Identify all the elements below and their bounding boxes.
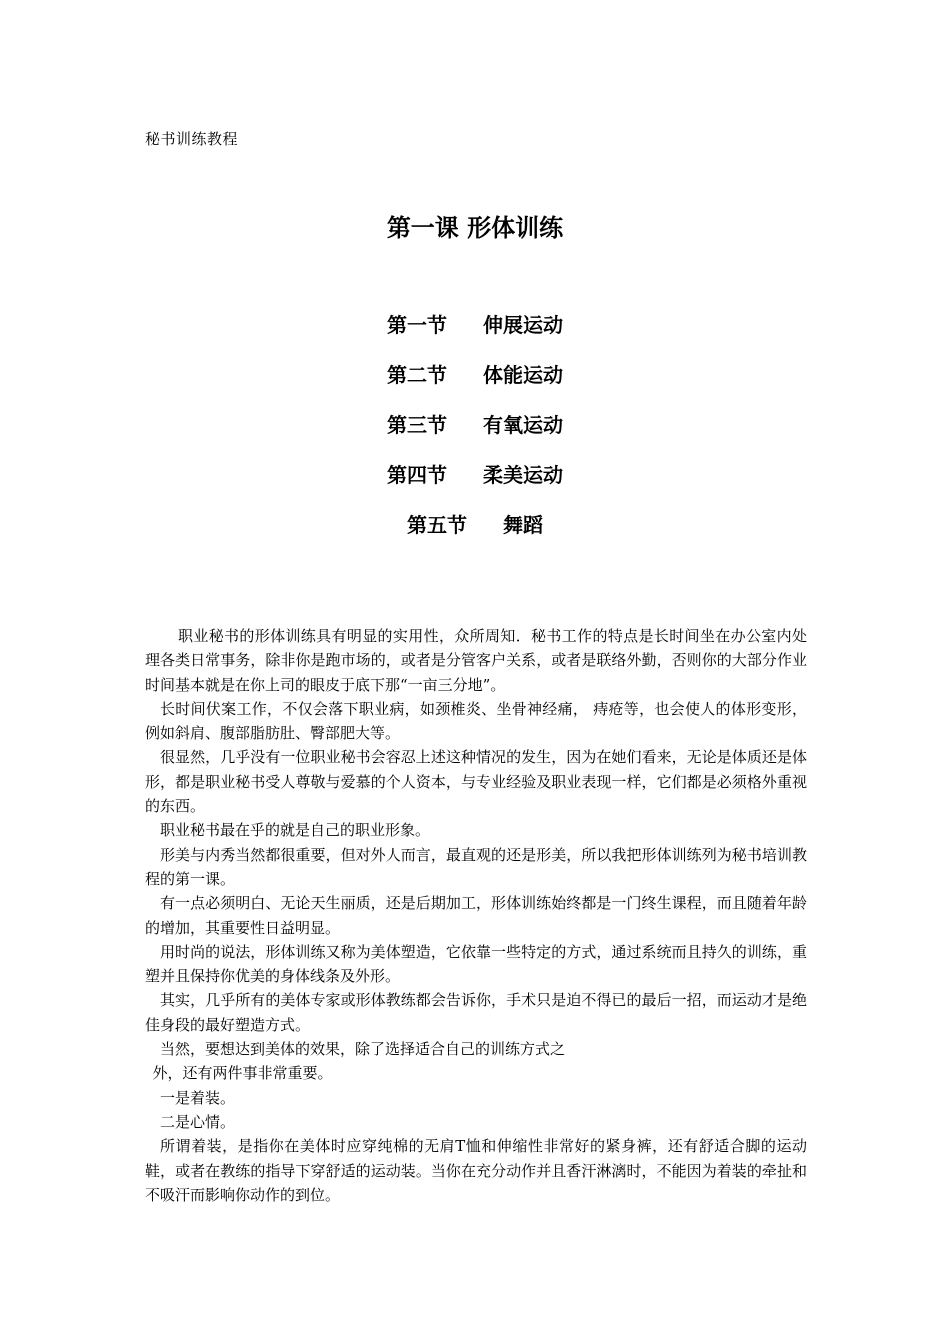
section-item — [0, 360, 950, 410]
section-number: 第二节 — [387, 363, 447, 387]
section-name: 伸展运动 — [483, 313, 563, 337]
section-item — [0, 510, 950, 560]
paragraph: 很显然，几乎没有一位职业秘书会容忍上述这种情况的发生，因为在她们看来，无论是体质还是体形，都是职业秘书受人尊敬与爱慕的个人资本，与专业经验及职业表现一样，它们都是必须格外重视的东西。 — [145, 748, 807, 816]
paragraph: 职业秘书最在乎的就是自己的职业形象。 — [160, 821, 431, 840]
section-item — [0, 310, 950, 360]
section-name: 舞蹈 — [503, 513, 543, 537]
document-header: 秘书训练教程 — [145, 130, 239, 148]
section-number: 第四节 — [387, 463, 447, 487]
paragraph: 用时尚的说法，形体训练又称为美体塑造，它依靠一些特定的方式，通过系统而且持久的训练，重塑并且保持你优美的身体线条及外形。 — [145, 942, 807, 986]
section-number: 第三节 — [387, 413, 447, 437]
section-item — [0, 410, 950, 460]
section-name: 柔美运动 — [483, 463, 563, 487]
paragraph: 二是心情。 — [160, 1112, 236, 1131]
paragraph: 当然，要想达到美体的效果，除了选择适合自己的训练方式之 — [160, 1040, 566, 1059]
paragraph: 长时间伏案工作，不仅会落下职业病，如颈椎炎、坐骨神经痛， 痔疮等，也会使人的体形变形，例如斜肩、腹部脂肪肚、臀部肥大等。 — [145, 699, 807, 743]
section-item — [0, 460, 950, 510]
section-name: 有氧运动 — [483, 413, 563, 437]
body-text — [145, 624, 807, 1207]
section-name: 体能运动 — [483, 363, 563, 387]
section-number: 第一节 — [387, 313, 447, 337]
section-number: 第五节 — [407, 513, 467, 537]
paragraph: 外，还有两件事非常重要。 — [152, 1064, 333, 1083]
paragraph: 一是着装。 — [160, 1088, 236, 1107]
paragraph: 职业秘书的形体训练具有明显的实用性，众所周知．秘书工作的特点是长时间坐在办公室内处理各类日常事务，除非你是跑市场的，或者是分管客户关系，或者是联络外勤，否则你的大部分作业时间基本就是在你上司的眼皮于底下那“一亩三分地”。 — [145, 627, 807, 694]
section-list — [0, 310, 950, 560]
lesson-title: 第一课 形体训练 — [386, 214, 564, 242]
paragraph: 所谓着装，是指你在美体时应穿纯棉的无肩T恤和伸缩性非常好的紧身裤，还有舒适合脚的运动鞋，或者在教练的指导下穿舒适的运动装。当你在充分动作并且香汗淋漓时，不能因为着装的牵扯和不吸汗而影响你动作的到位。 — [145, 1137, 807, 1204]
paragraph: 有一点必须明白、无论天生丽质，还是后期加工，形体训练始终都是一门终生课程，而且随着年龄的增加，其重要性日益明显。 — [145, 894, 807, 937]
paragraph: 形美与内秀当然都很重要，但对外人而言，最直观的还是形美，所以我把形体训练列为秘书培训教程的第一课。 — [145, 845, 807, 888]
paragraph: 其实，几乎所有的美体专家或形体教练都会告诉你，手术只是迫不得已的最后一招，而运动才是绝佳身段的最好塑造方式。 — [145, 991, 807, 1034]
